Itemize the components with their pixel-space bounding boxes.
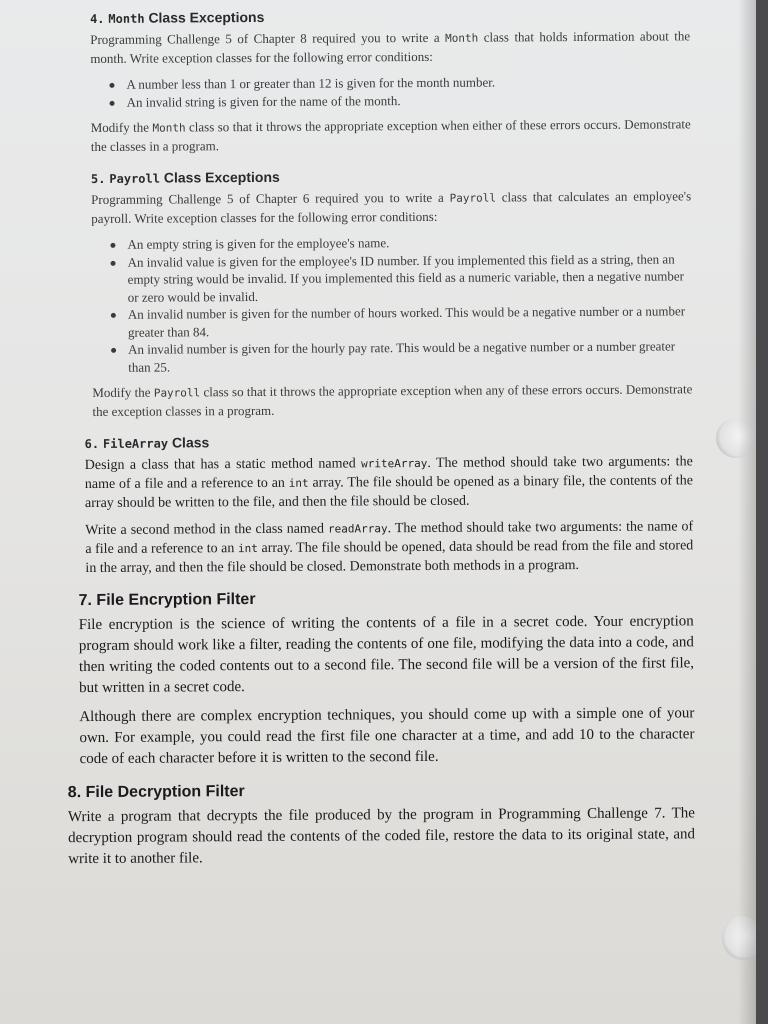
challenge-7-description: File encryption is the science of writing the contents of a file in a secret code. Your encryption program should work like a filter, reading the contents of one file, modifying the data into a code, and then writing the coded contents out to a second file. The second file will be a version of the first file, but written in a secret code. [78,613,695,697]
page-edge-shadow [738,0,756,1024]
challenge-number: 8. [67,784,82,802]
challenge-5-conditions [91,232,692,376]
challenge-title: File Encryption Filter [96,590,256,609]
challenge-4-instructions: Modify the Month class so that it throws the appropriate exception when either of these errors occurs. Demonstrate the classes in a program. [90,116,691,154]
challenge-8-heading [68,780,695,802]
challenge-5-payroll-class-exceptions [91,166,693,421]
challenge-title: Class Exceptions [148,8,265,26]
list-item: An invalid number is given for the hourly pay rate. This would be a negative number or a number greater than 25. [128,337,692,375]
challenge-title: Class [171,434,210,451]
challenge-8-file-decryption-filter [68,780,696,870]
page-content [67,6,696,884]
challenge-7-example: Although there are complex encryption techniques, you should come up with a simple one of your own. For example, you could read the first file one character at a time, and add 10 to the character code of each character before it is written to the second file. [79,705,695,768]
challenge-class-name: FileArray [102,436,169,451]
challenge-5-heading [91,166,691,186]
challenge-number: 5. [90,171,106,186]
list-item: A number less than 1 or greater than 12 is given for the month number. [126,72,690,93]
challenge-7-heading [79,588,694,610]
challenge-class-name: Month [108,11,145,26]
list-item: An invalid string is given for the name of the month. [127,90,691,111]
challenge-6-heading [85,431,693,451]
list-item: An invalid number is given for the number of hours worked. This would be a negative number or a number greater than 84. [128,302,692,340]
challenge-4-conditions [90,72,690,111]
list-item: An empty string is given for the employee's name. [127,232,691,253]
challenge-4-month-class-exceptions [90,6,691,156]
challenge-5-intro: Programming Challenge 5 of Chapter 6 required you to write a Payroll class that calculates an employee's payroll. Write exception classes for the following error conditions: [91,188,692,226]
challenge-number: 6. [84,436,100,452]
challenge-6-read-array: Write a second method in the class named readArray. The method should take two arguments: the name of a file and a reference to an int array. The file should be opened, data should be read from the file and stored in the array, and then the file should be closed. Demonstrate both methods in a program. [85,519,694,577]
challenge-6-write-array: Design a class that has a static method named writeArray. The method should take two arguments: the name of a file and a reference to an int array. The file should be opened as a binary file, the contents of the array should be written to the file, and then the file should be closed. [84,454,693,512]
challenge-4-intro: Programming Challenge 5 of Chapter 8 required you to write a Month class that holds information about the month. Write exception classes for the following error conditions: [90,28,691,66]
challenge-4-heading [90,6,690,26]
challenge-8-description: Write a program that decrypts the file produced by the program in Programming Challenge 7. The decryption program should read the contents of the coded file, restore the data to its original state, and write it to another file. [67,805,696,868]
list-item: An invalid value is given for the employee's ID number. If you implemented this field as a string, then an empty string would be invalid. If you implemented this field as a numeric variable, then a negative number or zero would be invalid. [127,250,691,306]
challenge-number: 7. [78,591,93,610]
challenge-title: File Decryption Filter [85,783,245,802]
challenge-class-name: Payroll [109,171,160,186]
challenge-7-file-encryption-filter [79,588,695,770]
challenge-5-instructions: Modify the Payroll class so that it throws the appropriate exception when any of these errors occurs. Demonstrate the exception classes in a program. [92,381,693,419]
challenge-number: 4. [90,11,105,26]
challenge-title: Class Exceptions [163,168,280,186]
challenge-6-filearray-class [85,431,694,578]
